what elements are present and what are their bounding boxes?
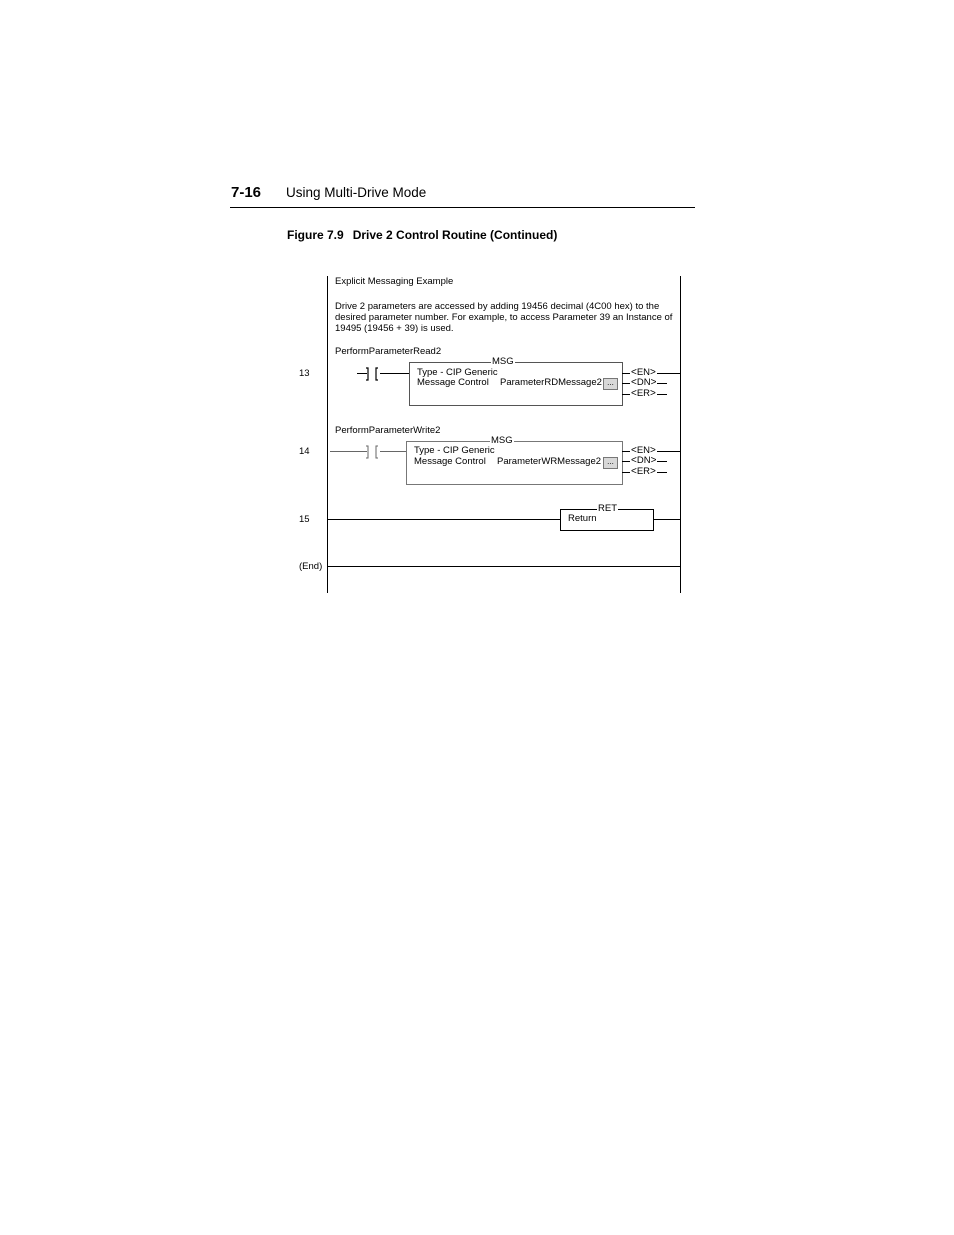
xic-contact-icon[interactable] [364, 445, 380, 459]
output-en-label: EN [636, 445, 651, 456]
header-rule [230, 207, 695, 208]
page-number: 7-16 [231, 184, 262, 201]
output-wire [622, 383, 630, 384]
output-dn-label: DN [636, 455, 651, 466]
comment-line: 19495 (19456 + 39) is used. [335, 323, 454, 334]
rung-wire [330, 451, 367, 452]
figure-title: Drive 2 Control Routine (Continued) [352, 228, 558, 242]
output-wire [657, 383, 667, 384]
output-wire [657, 373, 680, 374]
output-wire [657, 394, 667, 395]
output-wire [622, 472, 630, 473]
output-wire [622, 373, 630, 374]
output-wire [622, 461, 630, 462]
msg-config-button[interactable]: ... [603, 457, 618, 469]
output-en: <EN> [631, 445, 656, 456]
msg-instruction-label: MSG [491, 435, 513, 446]
rung-number: 15 [299, 514, 310, 525]
right-power-rail [680, 276, 681, 593]
comment-line: desired parameter number. For example, to access Parameter 39 an Instance of [335, 312, 673, 323]
contact-tag: PerformParameterRead2 [335, 346, 442, 357]
message-control-label: Message Control [417, 377, 489, 388]
end-rung-wire [327, 566, 680, 567]
output-er: <ER> [631, 466, 656, 477]
output-en: <EN> [631, 367, 656, 378]
output-er: <ER> [631, 388, 656, 399]
message-control-tag[interactable]: ParameterWRMessage2 [497, 456, 602, 467]
left-power-rail [327, 276, 328, 593]
message-control-tag[interactable]: ParameterRDMessage2 [500, 377, 602, 388]
ret-box-label: Return [568, 513, 597, 524]
figure-number: Figure 7.9 [287, 228, 344, 242]
ret-instruction-label: RET [598, 503, 617, 514]
figure-caption [287, 228, 557, 242]
msg-config-button[interactable]: ... [603, 378, 618, 390]
output-er-label: ER [636, 466, 651, 477]
rung-wire [380, 451, 406, 452]
msg-type-label: Type - CIP Generic [414, 445, 495, 456]
output-dn: <DN> [631, 455, 657, 466]
comment-title: Explicit Messaging Example [335, 276, 454, 287]
rung-wire [653, 519, 680, 520]
rung-wire [327, 519, 560, 520]
rung-number: 14 [299, 446, 310, 457]
output-wire [657, 461, 667, 462]
msg-instruction-label: MSG [492, 356, 514, 367]
section-title: Using Multi-Drive Mode [286, 185, 427, 200]
contact-tag: PerformParameterWrite2 [335, 425, 441, 436]
output-en-label: EN [636, 367, 651, 378]
output-wire [657, 472, 667, 473]
comment-line: Drive 2 parameters are accessed by adding 19456 decimal (4C00 hex) to the [335, 301, 660, 312]
output-dn: <DN> [631, 377, 657, 388]
xic-contact-icon[interactable] [364, 367, 380, 381]
output-wire [622, 394, 630, 395]
output-wire [622, 451, 630, 452]
rung-number: 13 [299, 368, 310, 379]
end-label: (End) [299, 561, 323, 572]
output-wire [657, 451, 680, 452]
message-control-label: Message Control [414, 456, 486, 467]
msg-type-label: Type - CIP Generic [417, 367, 498, 378]
output-dn-label: DN [636, 377, 651, 388]
output-er-label: ER [636, 388, 651, 399]
rung-wire [380, 373, 409, 374]
